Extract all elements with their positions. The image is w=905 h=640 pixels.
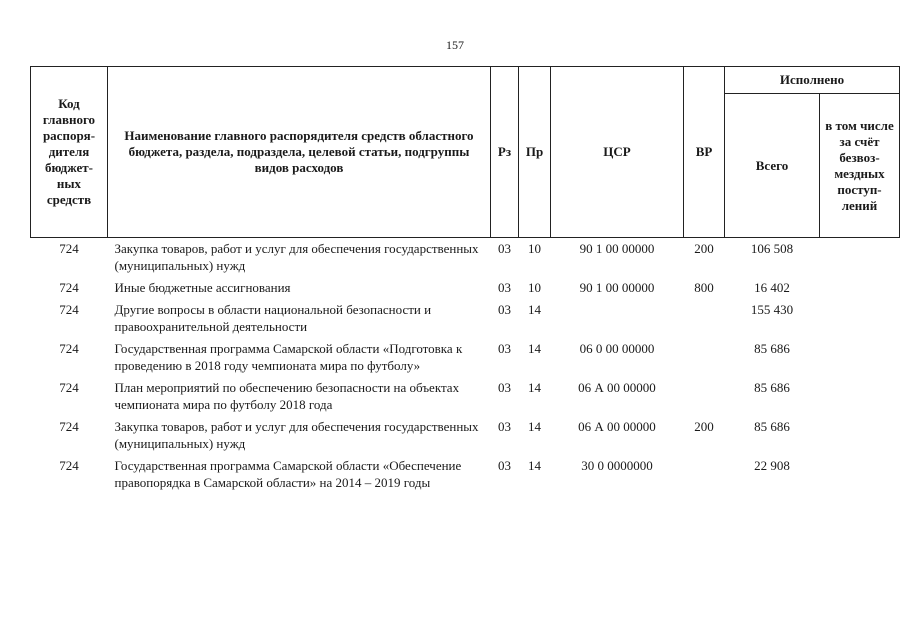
cell-csr: 06 0 00 00000 (579, 341, 655, 356)
header-including-free-receipts: в том числе за счёт безвоз-мездных поступ-лений (820, 94, 900, 238)
cell-csr: 06 А 00 00000 (578, 380, 656, 395)
cell-csr (551, 301, 684, 340)
page-number: 157 (446, 38, 464, 52)
cell-name: Иные бюджетные ассигнования (114, 280, 291, 295)
table-row (31, 301, 900, 340)
table-row (31, 340, 900, 379)
cell-including (820, 279, 900, 301)
cell-code: 724 (59, 341, 79, 356)
cell-including (820, 340, 900, 379)
cell-pr: 14 (528, 341, 541, 356)
header-rz: Рз (491, 67, 519, 238)
cell-rz: 03 (498, 380, 511, 395)
cell-code: 724 (59, 419, 79, 434)
header-csr: ЦСР (551, 67, 684, 238)
cell-including (820, 301, 900, 340)
cell-name: Другие вопросы в области национальной безопасности и правоохранительной деятельности (114, 302, 432, 334)
table-row (31, 279, 900, 301)
table-row (31, 379, 900, 418)
header-code: Код главного распоря-дителя бюджет-ных средств (31, 67, 108, 238)
cell-vr (684, 301, 725, 340)
cell-vr (684, 457, 725, 496)
cell-name: План мероприятий по обеспечению безопасности на объектах чемпионата мира по футболу 2018 года (114, 380, 460, 412)
table-row (31, 418, 900, 457)
cell-csr: 30 0 0000000 (581, 458, 653, 473)
cell-csr: 06 А 00 00000 (578, 419, 656, 434)
cell-rz: 03 (498, 241, 511, 256)
header-executed: Исполнено (725, 67, 900, 94)
cell-vr: 800 (694, 280, 714, 295)
table-row (31, 457, 900, 496)
cell-including (820, 418, 900, 457)
cell-rz: 03 (498, 302, 511, 317)
cell-rz: 03 (498, 419, 511, 434)
cell-pr: 10 (528, 241, 541, 256)
budget-execution-table (30, 66, 900, 496)
cell-vr (684, 379, 725, 418)
cell-total: 85 686 (754, 380, 790, 395)
cell-vr: 200 (694, 241, 714, 256)
cell-name: Государственная программа Самарской области «Обеспечение правопорядка в Самарской области» на 2014 – 2019 годы (114, 458, 462, 490)
cell-csr: 90 1 00 00000 (579, 241, 655, 256)
cell-rz: 03 (498, 458, 511, 473)
table-row (31, 238, 900, 280)
cell-total: 85 686 (754, 341, 790, 356)
header-vr: ВР (684, 67, 725, 238)
cell-code: 724 (59, 458, 79, 473)
cell-pr: 14 (528, 458, 541, 473)
cell-name: Государственная программа Самарской области «Подготовка к проведению в 2018 году чемпионата мира по футболу» (114, 341, 463, 373)
cell-rz: 03 (498, 280, 511, 295)
cell-including (820, 379, 900, 418)
cell-rz: 03 (498, 341, 511, 356)
header-total: Всего (725, 94, 820, 238)
cell-vr (684, 340, 725, 379)
cell-pr: 10 (528, 280, 541, 295)
cell-total: 22 908 (754, 458, 790, 473)
cell-total: 85 686 (754, 419, 790, 434)
cell-pr: 14 (528, 419, 541, 434)
cell-total: 106 508 (750, 241, 794, 256)
cell-including (820, 457, 900, 496)
cell-including (820, 238, 900, 280)
cell-code: 724 (59, 280, 79, 295)
cell-csr: 90 1 00 00000 (579, 280, 655, 295)
header-name: Наименование главного распорядителя средств областного бюджета, раздела, подраздела, целевой статьи, подгруппы видов расходов (108, 67, 491, 238)
cell-code: 724 (59, 241, 79, 256)
cell-name: Закупка товаров, работ и услуг для обеспечения государственных (муниципальных) нужд (114, 419, 479, 451)
cell-total: 155 430 (750, 302, 794, 317)
cell-vr: 200 (694, 419, 714, 434)
cell-total: 16 402 (754, 280, 790, 295)
cell-code: 724 (59, 302, 79, 317)
cell-name: Закупка товаров, работ и услуг для обеспечения государственных (муниципальных) нужд (114, 241, 479, 273)
cell-pr: 14 (528, 380, 541, 395)
table-body (31, 238, 900, 497)
cell-code: 724 (59, 380, 79, 395)
header-pr: Пр (519, 67, 551, 238)
cell-pr: 14 (528, 302, 541, 317)
table-header (31, 67, 900, 238)
